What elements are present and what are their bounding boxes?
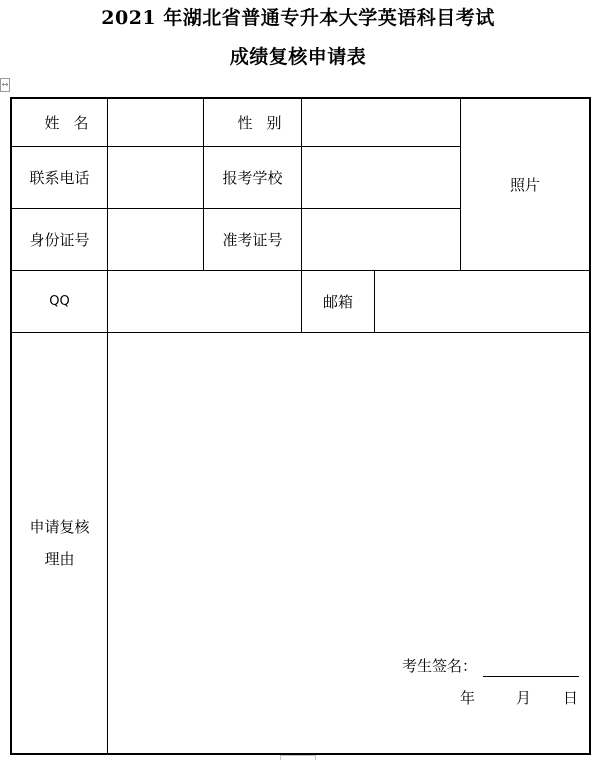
name-label: 姓名: [44, 113, 103, 132]
table-anchor-icon[interactable]: ↔: [0, 78, 10, 92]
signature-label: 考生签名：: [402, 657, 478, 675]
reason-label-line2: 理由: [44, 550, 75, 568]
photo-box[interactable]: 照片: [509, 175, 540, 194]
signature-line[interactable]: [483, 676, 579, 677]
reason-label: [12, 333, 107, 753]
reason-label-line1: 申请复核: [29, 518, 90, 536]
school-field[interactable]: [302, 147, 460, 208]
school-label: 报考学校: [222, 168, 283, 187]
admission-number-label: 准考证号: [222, 230, 283, 249]
email-field[interactable]: [375, 271, 589, 332]
qq-label: QQ: [49, 293, 70, 309]
document-subtitle: 成绩复核申请表: [229, 46, 367, 68]
application-form-table: [10, 97, 591, 755]
id-number-label: 身份证号: [29, 230, 90, 249]
gender-label: 性别: [237, 113, 296, 132]
document-title: 2021 年湖北省普通专升本大学英语科目考试: [101, 7, 495, 29]
date-month-label: 月: [516, 689, 532, 707]
page-bottom-marker: [280, 755, 316, 760]
date-day-label: 日: [563, 689, 579, 707]
phone-label: 联系电话: [29, 168, 90, 187]
gender-field[interactable]: [302, 99, 460, 146]
date-year-label: 年: [460, 689, 476, 707]
name-field[interactable]: [108, 99, 203, 146]
id-number-field[interactable]: [108, 209, 203, 270]
email-label: 邮箱: [322, 292, 353, 311]
qq-field[interactable]: [108, 271, 301, 332]
phone-field[interactable]: [108, 147, 203, 208]
admission-number-field[interactable]: [302, 209, 460, 270]
